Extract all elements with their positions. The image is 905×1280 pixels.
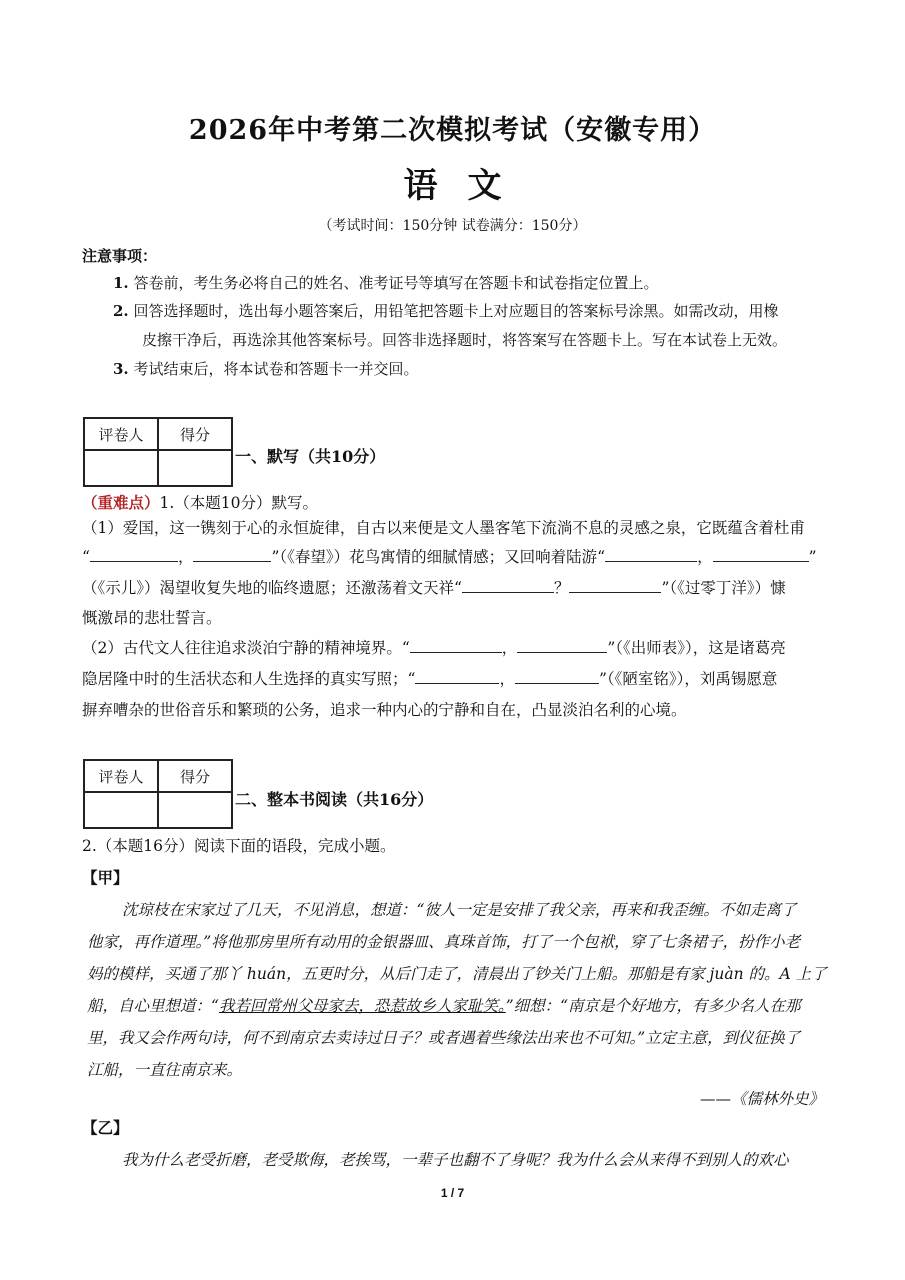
text: ” (808, 548, 817, 566)
notice-heading: 注意事项： (82, 247, 158, 265)
answer-blank[interactable] (713, 547, 809, 562)
answer-blank[interactable] (605, 547, 697, 562)
jia-line-4 (87, 994, 801, 1016)
q1-p2-line3: 摒弃嘈杂的世俗音乐和繁琐的公务，追求一种内心的宁静和自在，凸显淡泊名利的心境。 (82, 701, 687, 719)
q1-p2-line2 (82, 667, 777, 689)
section1-title: 一、默写（共10分） (235, 447, 386, 466)
answer-blank[interactable] (410, 638, 502, 653)
underlined-sentence: 我若回常州父母家去，恐惹故乡人家耻笑。 (218, 997, 506, 1015)
jia-line-3: 妈的模样，买通了那丫 huán，五更时分，从后门走了，清晨出了钞关门上船。那船是有家 juàn 的。A 上了 (87, 965, 827, 983)
answer-blank[interactable] (569, 578, 661, 593)
notice-num: 1. (113, 274, 129, 292)
score-label: 得分 (158, 760, 232, 792)
answer-blank[interactable] (415, 669, 499, 684)
text: “ (82, 548, 90, 566)
jia-label: 【甲】 (82, 868, 129, 887)
exam-info: （考试时间：150分钟 试卷满分：150分） (318, 218, 587, 234)
notice-text: 考试结束后，将本试卷和答题卡一并交回。 (133, 360, 419, 378)
answer-blank[interactable] (462, 578, 554, 593)
notice-num: 3. (113, 360, 129, 378)
text: ”细想：“南京是个好地方，有多少名人在那 (505, 997, 801, 1015)
grader-cell (84, 450, 158, 486)
exam-title: 2026年中考第二次模拟考试（安徽专用） (188, 115, 717, 146)
text: （《示儿》）渴望收复失地的临终遗愿；还激荡着文天祥“ (82, 579, 462, 597)
text: ， (499, 670, 515, 688)
score-cell (158, 792, 232, 828)
text: （2）古代文人往往追求淡泊宁静的精神境界。“ (82, 639, 410, 657)
text: ”（《出师表》），这是诸葛亮 (607, 639, 786, 657)
q2-intro: 2.（本题16分）阅读下面的语段，完成小题。 (82, 837, 396, 855)
text: 隐居隆中时的生活状态和人生选择的真实写照；“ (82, 670, 416, 688)
score-table-2 (83, 759, 233, 829)
subject-title: 语文 (403, 166, 532, 206)
q1-p1-line4: 慨激昂的悲壮誓言。 (82, 609, 222, 627)
notice-text: 答卷前，考生务必将自己的姓名、准考证号等填写在答题卡和试卷指定位置上。 (133, 274, 659, 292)
score-label: 得分 (158, 418, 232, 450)
notice-item-3 (113, 358, 418, 379)
q1-p1-line2 (82, 545, 817, 567)
notice-item-2-cont: 皮擦干净后，再选涂其他答案标号。回答非选择题时，将答案写在答题卡上。写在本试卷上无效。 (142, 331, 788, 349)
text: ， (501, 639, 518, 657)
section2-title: 二、整本书阅读（共16分） (235, 790, 434, 809)
score-table-1 (83, 417, 233, 487)
text: ”（《过零丁洋》）慷 (661, 579, 786, 597)
text: ？ (553, 579, 570, 597)
text: ”（《春望》）花鸟寓情的细腻情感；又回响着陆游“ (271, 548, 606, 566)
jia-line-2: 他家，再作道理。”将他那房里所有动用的金银器皿、真珠首饰，打了一个包袱，穿了七条裙子，扮作小老 (87, 933, 801, 951)
score-cell (158, 450, 232, 486)
yi-label: 【乙】 (82, 1118, 129, 1137)
text: 船，自心里想道：“ (87, 997, 219, 1015)
jia-source: ——《儒林外史》 (700, 1090, 825, 1108)
text: ， (177, 548, 194, 566)
page-number: 1 / 7 (440, 1186, 465, 1200)
notice-item-2 (113, 300, 778, 321)
jia-line-1: 沈琼枝在宋家过了几天，不见消息，想道：“彼人一定是安排了我父亲，再来和我歪缠。不如走离了 (122, 901, 797, 919)
text: ， (697, 548, 713, 566)
difficulty-tag: （重难点） (82, 493, 160, 512)
q1-p2-line1 (82, 636, 786, 658)
notice-text: 回答选择题时，选出每小题答案后，用铅笔把答题卡上对应题目的答案标号涂黑。如需改动，用橡 (133, 302, 779, 320)
q1-intro (82, 491, 318, 513)
q1-intro-text: 1.（本题10分）默写。 (159, 494, 319, 512)
grader-label: 评卷人 (84, 760, 158, 792)
grader-label: 评卷人 (84, 418, 158, 450)
jia-line-5: 里，我又会作两句诗，何不到南京去卖诗过日子？或者遇着些缘法出来也不可知。”立定主意，到仪征换了 (87, 1029, 801, 1047)
answer-blank[interactable] (515, 669, 599, 684)
notice-num: 2. (113, 302, 129, 320)
notice-item-1 (113, 272, 658, 293)
jia-line-6: 江船，一直往南京来。 (87, 1061, 243, 1079)
answer-blank[interactable] (517, 638, 607, 653)
grader-cell (84, 792, 158, 828)
q1-p1-line1: （1）爱国，这一镌刻于心的永恒旋律，自古以来便是文人墨客笔下流淌不息的灵感之泉，它既蕴含着杜甫 (82, 519, 805, 537)
answer-blank[interactable] (193, 547, 271, 562)
answer-blank[interactable] (90, 547, 178, 562)
text: ”（《陋室铭》），刘禹锡愿意 (598, 670, 778, 688)
yi-line-1: 我为什么老受折磨，老受欺侮，老挨骂，一辈子也翻不了身呢？我为什么会从来得不到别人的欢心 (122, 1151, 789, 1169)
q1-p1-line3 (82, 576, 786, 598)
